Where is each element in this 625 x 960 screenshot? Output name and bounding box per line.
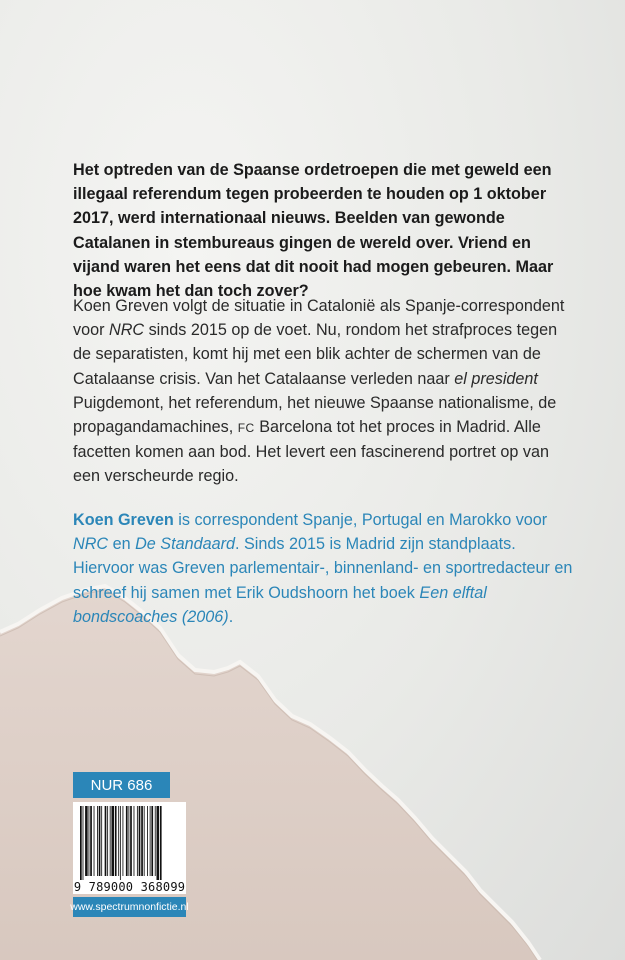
barcode-bar	[150, 806, 151, 876]
barcode-bar	[130, 806, 132, 876]
barcode-bar	[147, 806, 148, 876]
publisher-website[interactable]: www.spectrumnonfictie.nl	[73, 897, 186, 917]
blurb-body-text-3: Puigdemont, het referendum, het nieuwe Spaanse nationalisme, de propagandamachines,	[73, 393, 557, 437]
author-bio	[73, 508, 573, 629]
barcode-bar	[139, 806, 141, 876]
barcode-bar	[111, 806, 114, 876]
barcode-bar	[115, 806, 117, 876]
barcode-bar	[110, 806, 111, 876]
blurb-lead-paragraph: Het optreden van de Spaanse ordetroepen die met geweld een illegaal referendum tegen probeerden te houden op 1 oktober 2017, werd internationaal nieuws. Beelden van gewonde Catalanen in stembureaus gingen de wereld over. Vriend en vijand waren het eens dat dit nooit had mogen gebeuren. Maar hoe kwam het dan toch zover?	[73, 161, 554, 301]
blurb-body-text-1: Koen Greven volgt de situatie in Catalonië als Spanje-correspondent voor	[73, 297, 565, 340]
barcode-bar	[89, 806, 90, 876]
fc-abbreviation: FC	[237, 421, 255, 436]
barcode-bar	[123, 806, 124, 876]
nur-code-label: NUR 686	[73, 772, 170, 798]
barcode-bar	[105, 806, 107, 876]
barcode-bar	[155, 806, 156, 876]
barcode-bar	[144, 806, 145, 876]
newspaper-name-nrc-bio: NRC	[73, 535, 109, 554]
author-bio-text-2: en	[108, 535, 136, 554]
newspaper-name-de-standaard: De Standaard	[135, 535, 235, 554]
isbn-number: 9 789000 368099	[73, 880, 186, 894]
author-bio-text-3: . Sinds 2015 is Madrid zijn standplaats. Hiervoor was Greven parlementair-, binnenland- en sportredacteur en schreef hij samen met Erik Oudshoorn het boek	[73, 535, 573, 602]
barcode-bar	[83, 806, 84, 880]
barcode-bar	[99, 806, 101, 876]
author-bio-text-4: .	[228, 607, 234, 626]
barcode-bar	[85, 806, 88, 876]
barcode-bar	[101, 806, 102, 876]
barcode-bar	[97, 806, 98, 876]
barcode-bar	[141, 806, 143, 876]
author-bio-text-1: is correspondent Spanje, Portugal en Marokko voor	[173, 511, 548, 529]
isbn-barcode	[73, 802, 186, 894]
author-name: Koen Greven	[73, 511, 174, 529]
barcode-bar	[94, 806, 95, 876]
barcode-bar	[137, 806, 138, 876]
barcode-bar	[118, 806, 119, 876]
barcode-bar	[157, 806, 160, 880]
barcode-bar	[151, 806, 153, 876]
blurb-body-paragraph	[73, 294, 573, 489]
barcode-bar	[126, 806, 128, 876]
el-president-term: el president	[454, 369, 538, 388]
blurb-body-text-2: sinds 2015 op de voet. Nu, rondom het strafproces tegen de separatisten, komt hij met een blik achter de schermen van de Catalaanse crisis. Van het Catalaanse verleden naar	[73, 321, 558, 388]
barcode-bar	[80, 806, 82, 880]
blurb-body-text-4: Barcelona tot het proces in Madrid. Alle facetten komen aan bod. Het levert een fascinerend portret op van een verscheurde regio.	[73, 418, 550, 486]
barcode-bar	[160, 806, 162, 880]
barcode-bar	[120, 806, 121, 880]
barcode-bar	[128, 806, 129, 876]
barcode-bar	[90, 806, 92, 876]
book-title: Een elftal bondscoaches (2006)	[73, 583, 487, 626]
barcode-bar	[107, 806, 108, 876]
newspaper-name-nrc: NRC	[109, 321, 145, 340]
barcode-bar	[134, 806, 135, 876]
